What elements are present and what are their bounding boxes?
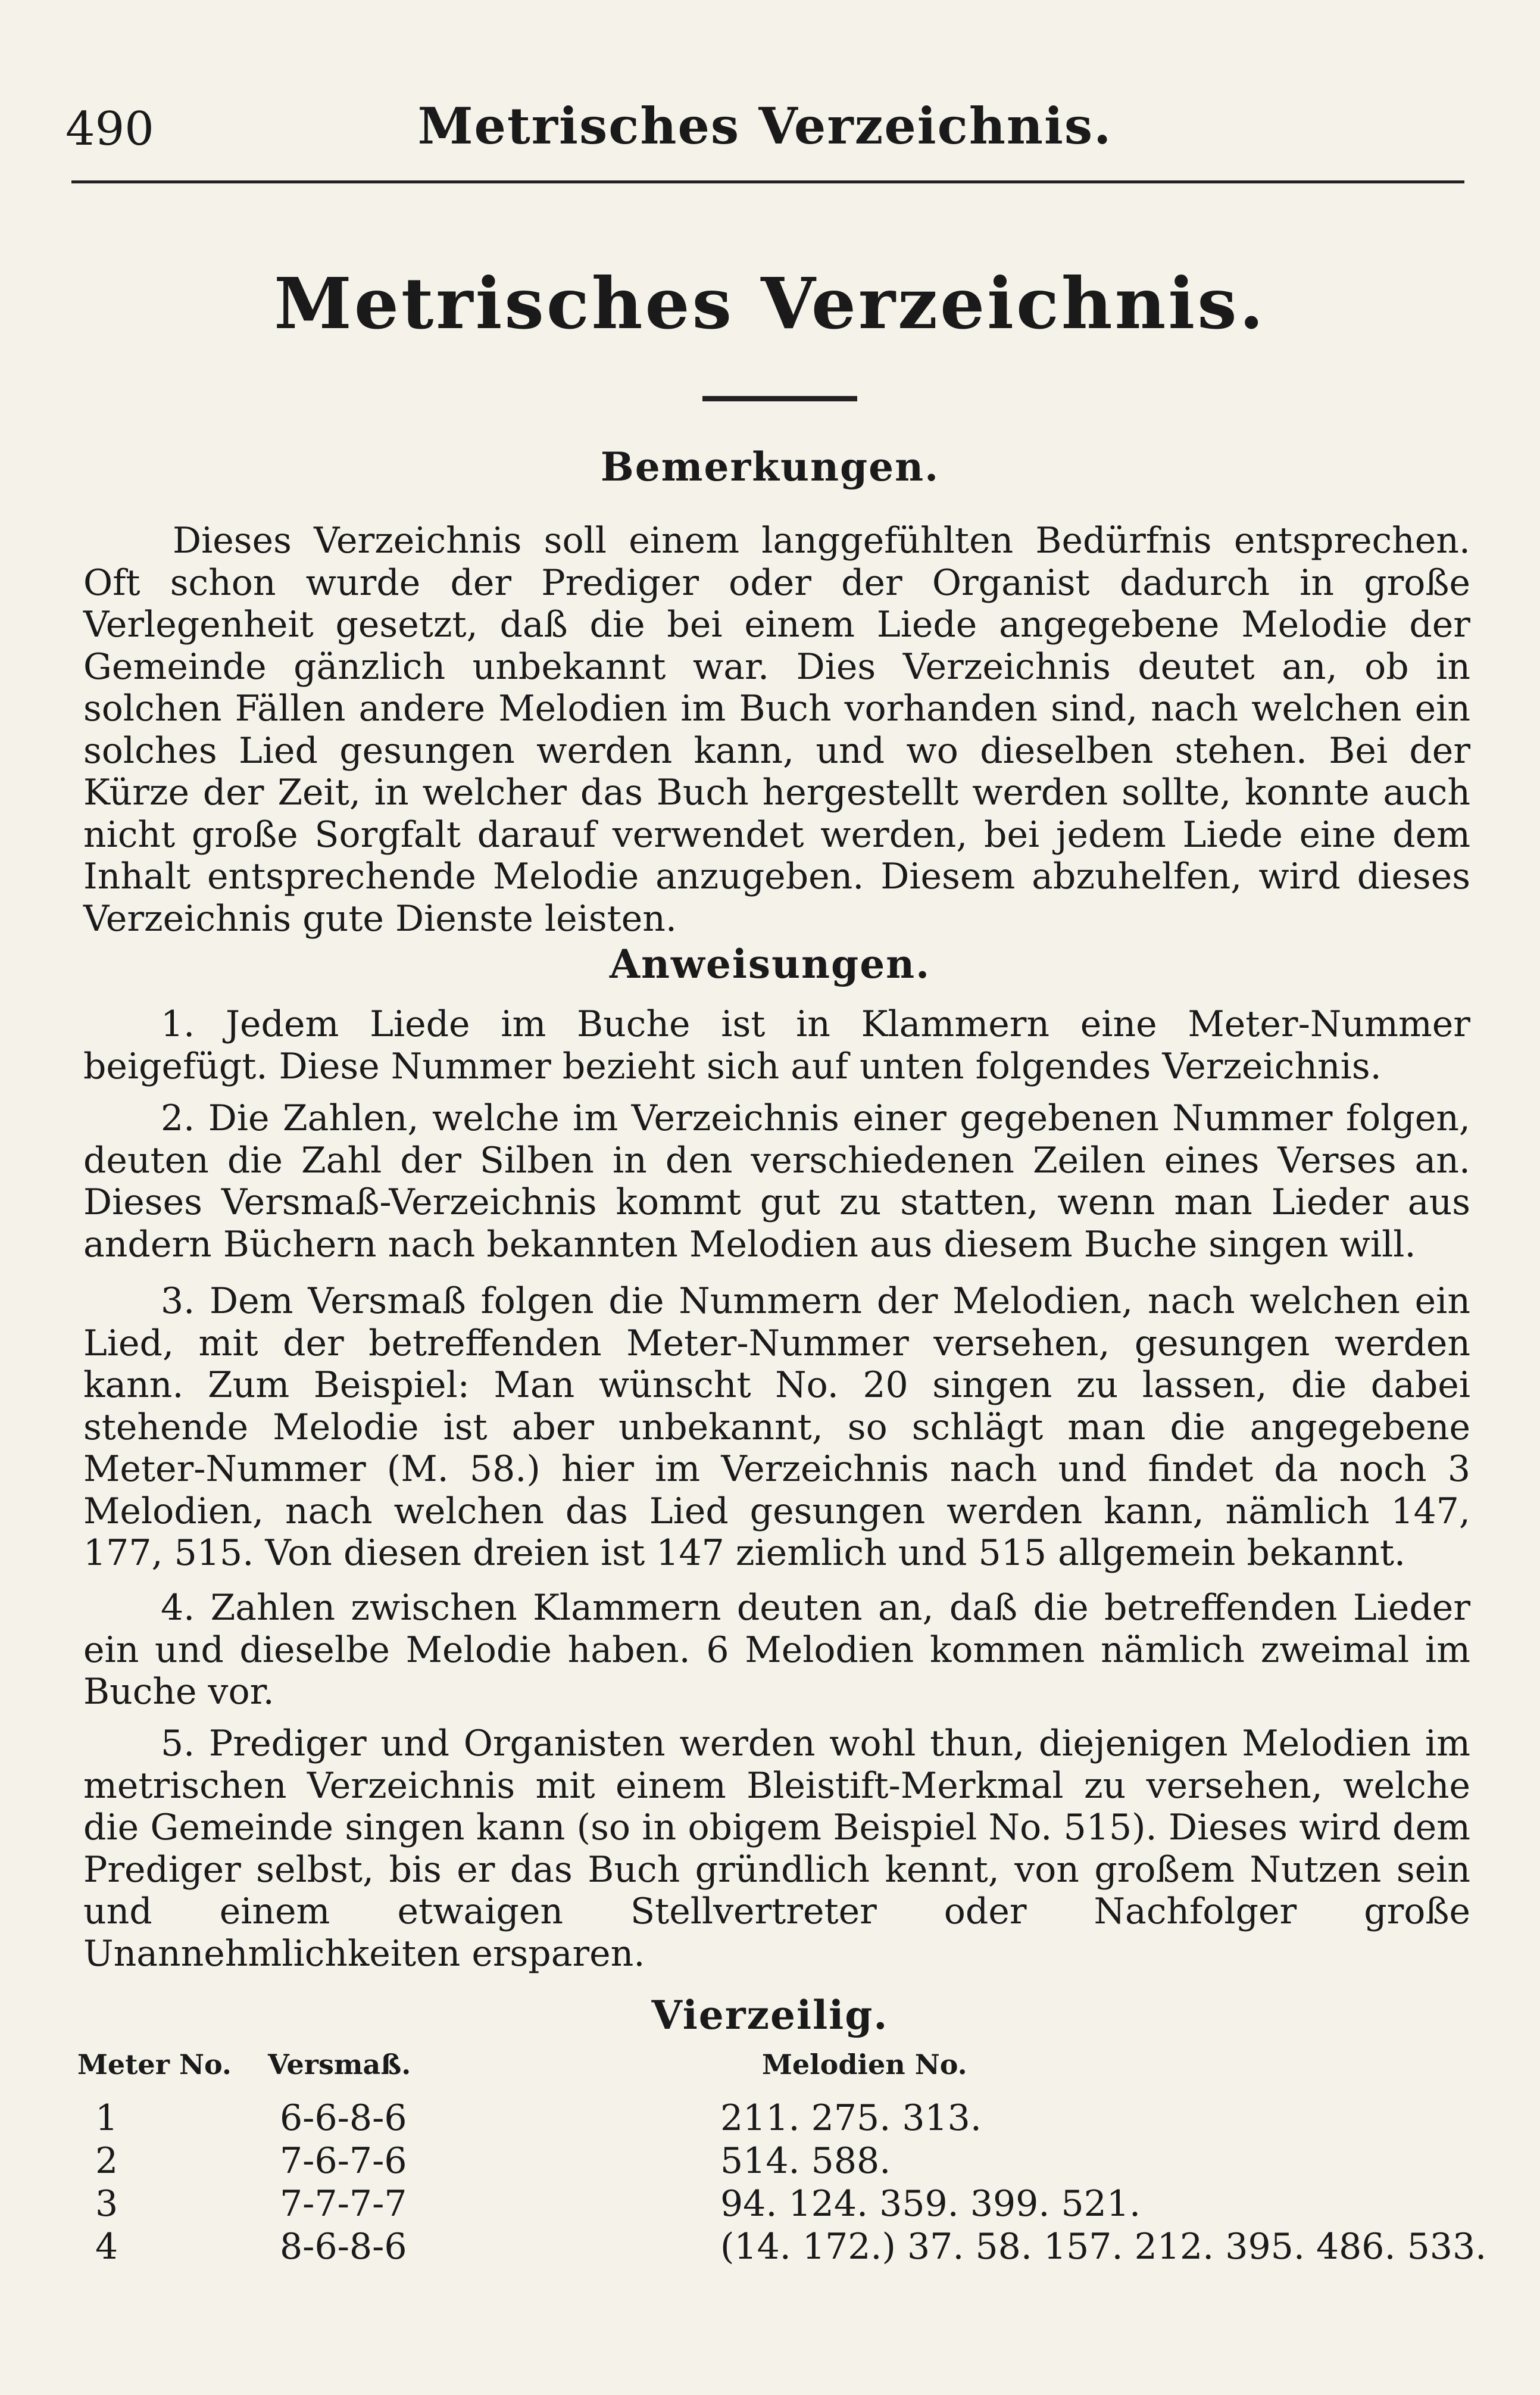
versmass-cell: 6-6-8-6 (280, 2097, 407, 2139)
title-divider (702, 396, 857, 401)
meter-no-cell: 4 (95, 2226, 118, 2268)
page-header (60, 89, 1470, 161)
page-number: 490 (65, 102, 154, 156)
meter-no-cell: 1 (95, 2097, 118, 2139)
instruction-item-4: 4. Zahlen zwischen Klammern deuten an, daß die betreffenden Lieder ein und dieselbe Melodie haben. 6 Melodien kommen nämlich zweimal im Buche vor. (83, 1587, 1470, 1713)
table-row (0, 2097, 1540, 2140)
column-header-meter-no: Meter No. (77, 2048, 232, 2081)
instruction-item-1: 1. Jedem Liede im Buche ist in Klammern eine Meter-Nummer beigefügt. Diese Nummer bezieht sich auf unten folgendes Verzeichnis. (83, 1003, 1470, 1087)
remarks-heading: Bemerkungen. (600, 444, 940, 490)
instruction-item-3: 3. Dem Versmaß folgen die Nummern der Melodien, nach welchen ein Lied, mit der betreffenden Meter-Nummer versehen, gesungen werden kann. Zum Beispiel: Man wünscht No. 20 singen zu lassen, die dabei stehende Melodie ist aber unbekannt, so schlägt man die angegebene Meter-Nummer (M. 58.) hier im Verzeichnis nach und findet da noch 3 Melodien, nach welchen das Lied gesungen werden kann, nämlich 147, 177, 515. Von diesen dreien ist 147 ziemlich und 515 allgemein bekannt. (83, 1280, 1470, 1574)
versmass-cell: 7-6-7-6 (280, 2140, 407, 2182)
table-row (0, 2183, 1540, 2226)
meter-no-cell: 2 (95, 2140, 118, 2182)
page-title: Metrisches Verzeichnis. (274, 262, 1266, 345)
running-title: Metrisches Verzeichnis. (417, 96, 1113, 155)
remarks-paragraph: Dieses Verzeichnis soll einem langgefühlten Bedürfnis entsprechen. Oft schon wurde der Prediger oder der Organist dadurch in große Verlegenheit gesetzt, daß die bei einem Liede angegebene Melodie der Gemeinde gänzlich unbekannt war. Dies Verzeichnis deutet an, ob in solchen Fällen andere Melodien im Buch vorhanden sind, nach welchen ein solches Lied gesungen werden kann, und wo dieselben stehen. Bei der Kürze der Zeit, in welcher das Buch hergestellt werden sollte, konnte auch nicht große Sorgfalt darauf verwendet werden, bei jedem Liede eine dem Inhalt entsprechende Melodie anzugeben. Diesem abzuhelfen, wird dieses Verzeichnis gute Dienste leisten. (83, 520, 1470, 940)
instruction-item-5: 5. Prediger und Organisten werden wohl thun, diejenigen Melodien im metrischen Verzeichnis mit einem Bleistift-Merkmal zu versehen, welche die Gemeinde singen kann (so in obigem Beispiel No. 515). Dieses wird dem Prediger selbst, bis er das Buch gründlich kennt, von großem Nutzen sein und einem etwaigen Stellvertreter oder Nachfolger große Unannehmlichkeiten ersparen. (83, 1723, 1470, 1975)
table-row (0, 2226, 1540, 2269)
meter-no-cell: 3 (95, 2183, 118, 2225)
melodien-cell: (14. 172.) 37. 58. 157. 212. 395. 486. 533. (720, 2226, 1487, 2268)
table-heading: Vierzeilig. (651, 1992, 889, 2038)
instructions-heading: Anweisungen. (609, 941, 931, 987)
melodien-cell: 211. 275. 313. (720, 2097, 982, 2139)
melodien-cell: 94. 124. 359. 399. 521. (720, 2183, 1141, 2225)
header-rule (71, 180, 1464, 183)
versmass-cell: 7-7-7-7 (280, 2183, 407, 2225)
column-header-versmass: Versmaß. (268, 2048, 411, 2081)
column-header-melodien: Melodien No. (762, 2048, 967, 2081)
instruction-item-2: 2. Die Zahlen, welche im Verzeichnis einer gegebenen Nummer folgen, deuten die Zahl der Silben in den verschiedenen Zeilen eines Verses an. Dieses Versmaß-Verzeichnis kommt gut zu statten, wenn man Lieder aus andern Büchern nach bekannten Melodien aus diesem Buche singen will. (83, 1097, 1470, 1265)
table-row (0, 2140, 1540, 2183)
versmass-cell: 8-6-8-6 (280, 2226, 407, 2268)
melodien-cell: 514. 588. (720, 2140, 891, 2182)
